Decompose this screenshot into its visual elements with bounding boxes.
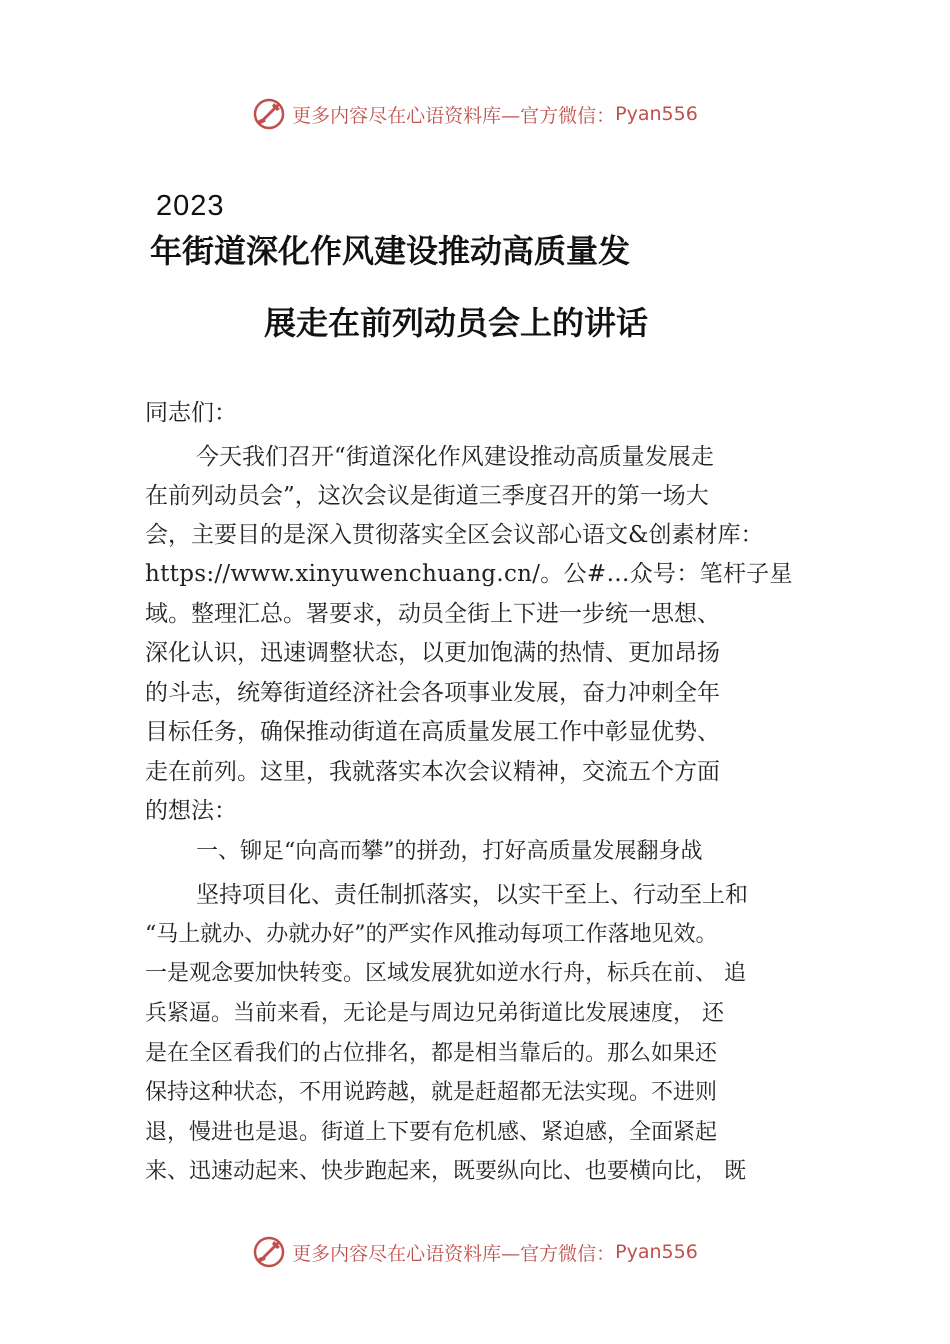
paragraph-line: 深化认识，迅速调整状态，以更加饱满的热情、更加昂扬	[145, 640, 720, 666]
paragraph-line: 来、迅速动起来、快步跑起来，既要纵向比、也要横向比， 既	[145, 1159, 746, 1184]
paragraph-line: 是在全区看我们的占位排名，都是相当靠后的。那么如果还	[145, 1041, 718, 1066]
banner-text: 更多内容尽在心语资料库—官方微信：	[292, 104, 616, 127]
paragraph-line: 域。整理汇总。署要求，动员全街上下进一步统一思想、	[145, 601, 720, 627]
paragraph-line: 走在前列。这里，我就落实本次会议精神，交流五个方面	[145, 759, 720, 785]
banner-wechat-id: Pyan556	[615, 103, 698, 125]
section-heading: 一、铆足“向高而攀”的拼劲，打好高质量发展翻身战	[196, 839, 703, 864]
paragraph-line: 的想法：	[145, 798, 237, 824]
paragraph-line: https://www.xinyuwenchuang.cn/。公#…众号：笔杆子星	[145, 561, 793, 587]
paragraph-line: 坚持项目化、责任制抓落实，以实干至上、行动至上和	[196, 882, 748, 908]
greeting: 同志们：	[145, 400, 237, 426]
paragraph-line: 会，主要目的是深入贯彻落实全区会议部心语文&创素材库：	[145, 522, 764, 548]
header-banner	[0, 94, 950, 134]
banner-wechat-id: Pyan556	[615, 1241, 698, 1263]
paragraph-line: 的斗志，统筹街道经济社会各项事业发展，奋力冲刺全年	[145, 680, 720, 706]
paragraph-line: 保持这种状态，不用说跨越，就是赶超都无法实现。不进则	[145, 1080, 718, 1105]
paragraph-line: 在前列动员会”，这次会议是街道三季度召开的第一场大	[145, 483, 709, 509]
title-year: 2023	[156, 190, 225, 222]
paragraph-line: 兵紧逼。当前来看，无论是与周边兄弟街道比发展速度， 还	[145, 1001, 724, 1026]
page-title-line-2: 展走在前列动员会上的讲话	[264, 304, 649, 342]
pen-logo-icon	[252, 97, 286, 131]
pen-logo-icon	[252, 1235, 286, 1269]
paragraph-line: 目标任务，确保推动街道在高质量发展工作中彰显优势、	[145, 719, 720, 745]
banner-text: 更多内容尽在心语资料库—官方微信：	[292, 1242, 616, 1265]
paragraph-line: 退，慢进也是退。街道上下要有危机感、紧迫感，全面紧起	[145, 1120, 718, 1145]
page-title-line-1: 年街道深化作风建设推动高质量发	[150, 232, 631, 270]
paragraph-line: 今天我们召开“街道深化作风建设推动高质量发展走	[196, 444, 714, 470]
paragraph-line: “马上就办、办就办好”的严实作风推动每项工作落地见效。	[145, 922, 718, 947]
footer-banner	[0, 1232, 950, 1272]
paragraph-line: 一是观念要加快转变。区域发展犹如逆水行舟，标兵在前、 追	[145, 961, 746, 986]
